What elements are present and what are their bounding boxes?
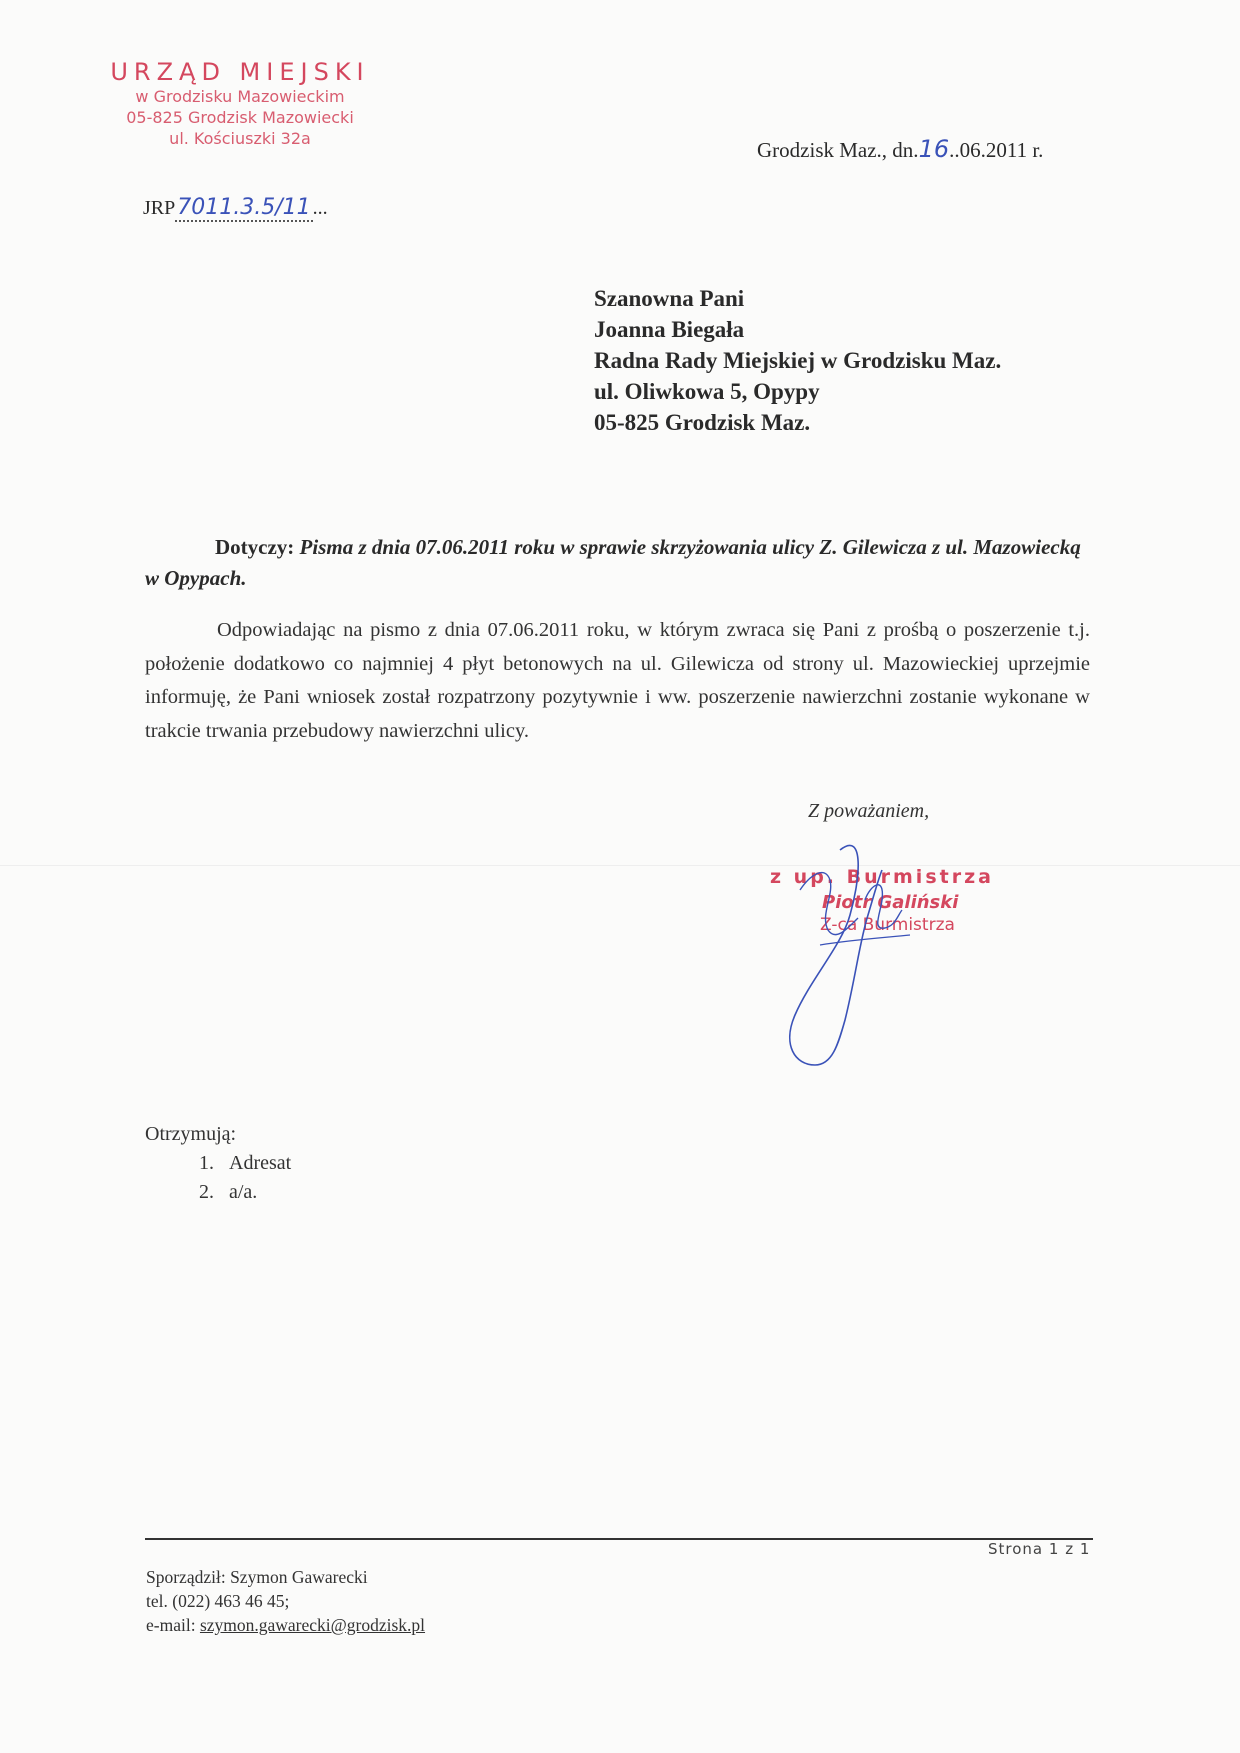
date-handwritten-day: 16: [918, 135, 950, 163]
letter-body: Odpowiadając na pismo z dnia 07.06.2011 roku, w którym zwraca się Pani z prośbą o poszerzenie t.j. położenie dodatkowo co najmniej 4 płyt betonowych na ul. Gilewicza od strony ul. Mazowieckiej uprzejmie informuję, że Pani wniosek został rozpatrzony pozytywnie i ww. poszerzenie nawierzchni zostanie wykonane w trakcie trwania przebudowy nawierzchni ulicy.: [145, 619, 1090, 742]
prepared-by-name: Szymon Gawarecki: [230, 1567, 368, 1587]
office-stamp-line-3: ul. Kościuszki 32a: [169, 129, 311, 148]
office-stamp-line-2: 05-825 Grodzisk Mazowiecki: [126, 108, 354, 127]
recipients-list: [145, 1120, 291, 1207]
office-stamp: [95, 58, 385, 149]
reference-handwritten: 7011.3.5/11: [177, 195, 311, 220]
addressee-line: Joanna Biegała: [594, 317, 745, 342]
phone-line: tel. (022) 463 46 45;: [146, 1591, 290, 1611]
recipients-items: [145, 1149, 291, 1207]
office-stamp-line-1: w Grodzisku Mazowieckim: [135, 87, 345, 106]
date-prefix: Grodzisk Maz., dn.: [757, 138, 919, 162]
letter-date: [757, 135, 1043, 163]
addressee-line: Szanowna Pani: [594, 286, 745, 311]
reference-number: [143, 195, 328, 220]
closing-phrase: Z poważaniem,: [808, 800, 930, 822]
addressee-line: ul. Oliwkowa 5, Opypy: [594, 379, 820, 404]
footer-divider: [145, 1538, 1093, 1540]
signature-stamp-line-3: Z-ca Burmistrza: [820, 915, 955, 935]
reference-suffix: ...: [312, 197, 328, 219]
paper-fold-line: [0, 865, 1240, 866]
signature-stamp-line-1: z up. Burmistrza: [770, 866, 994, 888]
email-line: [146, 1613, 425, 1637]
prepared-by-block: [146, 1565, 425, 1637]
reference-prefix: JRP: [143, 197, 176, 219]
recipients-heading: Otrzymują:: [145, 1123, 237, 1145]
subject-lead: Dotyczy:: [215, 535, 295, 559]
page-number: Strona 1 z 1: [988, 1540, 1091, 1558]
subject-text: Pisma z dnia 07.06.2011 roku w sprawie skrzyżowania ulicy Z. Gilewicza z ul. Mazowiecką w Opypach.: [145, 535, 1081, 590]
addressee-block: [594, 283, 1001, 438]
date-suffix: ..06.2011 r.: [949, 138, 1044, 162]
prepared-by-line: [146, 1565, 425, 1589]
recipient-item: 2. a/a.: [219, 1178, 291, 1207]
signature-stamp-line-2: Piotr Galiński: [822, 892, 959, 913]
addressee-line: 05-825 Grodzisk Maz.: [594, 410, 811, 435]
email-link[interactable]: szymon.gawarecki@grodzisk.pl: [199, 1615, 426, 1635]
recipient-item: 1. Adresat: [219, 1149, 291, 1178]
subject-line: [145, 532, 1095, 594]
email-label: e-mail:: [146, 1615, 196, 1635]
handwritten-signature: [770, 820, 970, 1080]
office-stamp-title: URZĄD MIEJSKI: [110, 58, 370, 86]
prepared-by-label: Sporządził:: [146, 1567, 226, 1587]
addressee-line: Radna Rady Miejskiej w Grodzisku Maz.: [594, 348, 1002, 373]
